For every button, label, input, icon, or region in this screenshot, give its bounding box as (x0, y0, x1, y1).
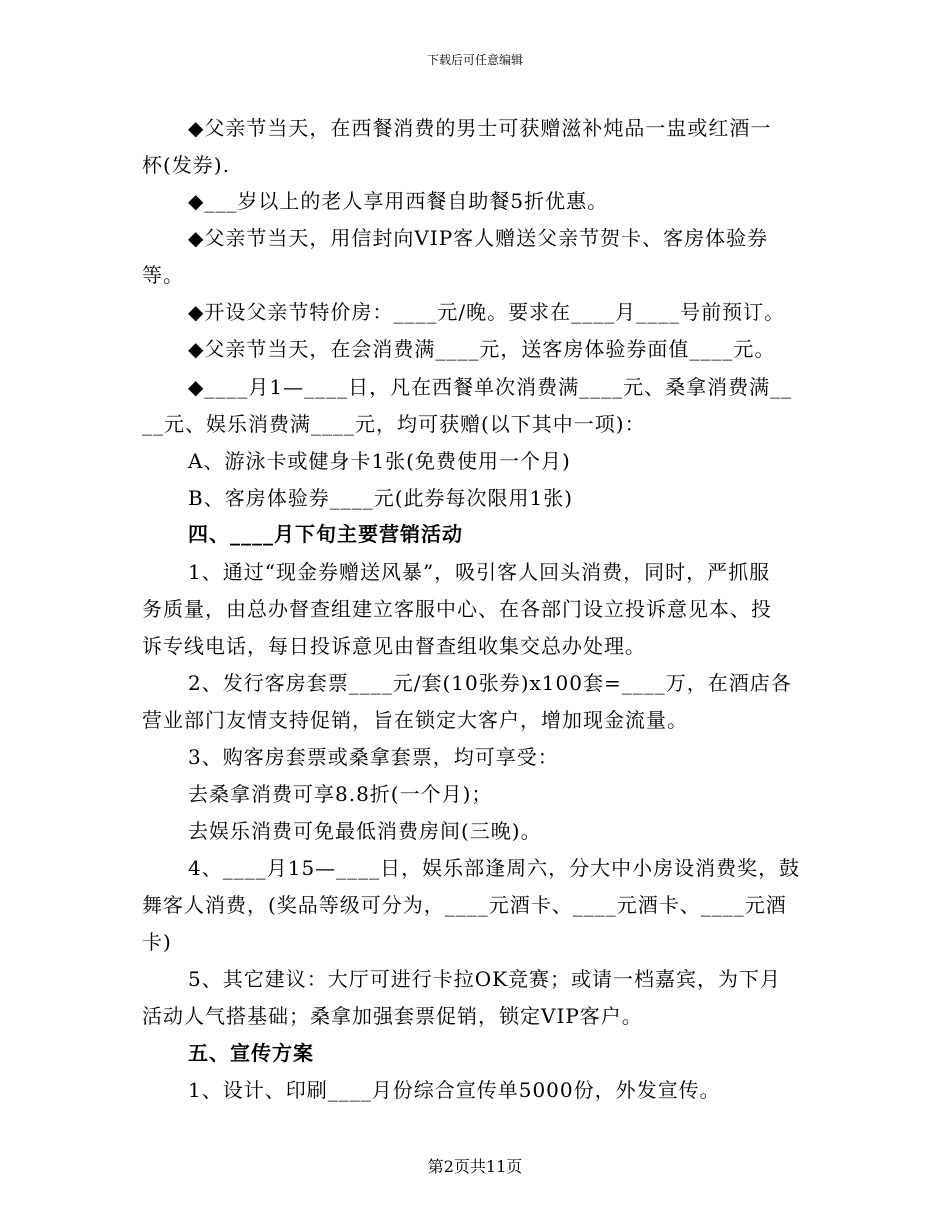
text-line: 活动人气搭基础；桑拿加强套票促销，锁定VIP客户。 (142, 1004, 643, 1028)
page-footer: 第2页共11页 (427, 1157, 523, 1176)
bullet-line: ◆父亲节当天，用信封向VIP客人赠送父亲节贺卡、客房体验券 (188, 226, 769, 250)
text-line: 舞客人消费，(奖品等级可分为，____元酒卡、____元酒卡、____元酒 (142, 893, 787, 917)
text-line: 卡) (142, 930, 172, 954)
text-line: 务质量，由总办督查组建立客服中心、在各部门设立投诉意见本、投 (142, 597, 772, 621)
bullet-line: ◆开设父亲节特价房：____元/晚。要求在____月____号前预订。 (188, 300, 786, 324)
bullet-line: ◆____月1—____日，凡在西餐单次消费满____元、桑拿消费满__ (188, 375, 793, 399)
text-line: 去桑拿消费可享8.8折(一个月)； (188, 782, 493, 806)
numbered-line: 5、其它建议：大厅可进行卡拉OK竞赛；或请一档嘉宾，为下月 (188, 967, 782, 991)
text-line: __元、娱乐消费满____元，均可获赠(以下其中一项)： (142, 412, 646, 436)
numbered-line: 2、发行客房套票____元/套(10张券)x100套=____万，在酒店各 (188, 671, 792, 695)
text-line: 去娱乐消费可免最低消费房间(三晚)。 (188, 819, 542, 843)
section-heading: 五、宣传方案 (188, 1041, 314, 1065)
text-line: 诉专线电话，每日投诉意见由督查组收集交总办处理。 (142, 634, 646, 658)
option-line: B、客房体验券____元(此券每次限用1张) (188, 486, 574, 510)
numbered-line: 1、设计、印刷____月份综合宣传单5000份，外发宣传。 (188, 1078, 721, 1102)
option-line: A、游泳卡或健身卡1张(免费使用一个月) (188, 449, 571, 473)
page-header: 下载后可任意编辑 (426, 53, 523, 67)
bullet-line: ◆___岁以上的老人享用西餐自助餐5折优惠。 (188, 189, 609, 213)
section-heading: 四、____月下旬主要营销活动 (188, 522, 463, 546)
text-line: 等。 (142, 263, 184, 287)
text-line: 杯(发券). (142, 153, 230, 177)
numbered-line: 3、购客房套票或桑拿套票，均可享受： (188, 745, 559, 769)
numbered-line: 4、____月15—____日，娱乐部逢周六，分大中小房设消费奖，鼓 (188, 856, 801, 880)
bullet-line: ◆父亲节当天，在会消费满____元，送客房体验券面值____元。 (188, 337, 776, 361)
bullet-line: ◆父亲节当天，在西餐消费的男士可获赠滋补炖品一盅或红酒一 (188, 116, 772, 140)
numbered-line: 1、通过“现金券赠送风暴”，吸引客人回头消费，同时，严抓服 (188, 560, 771, 584)
text-line: 营业部门友情支持促销，旨在锁定大客户，增加现金流量。 (142, 708, 688, 732)
